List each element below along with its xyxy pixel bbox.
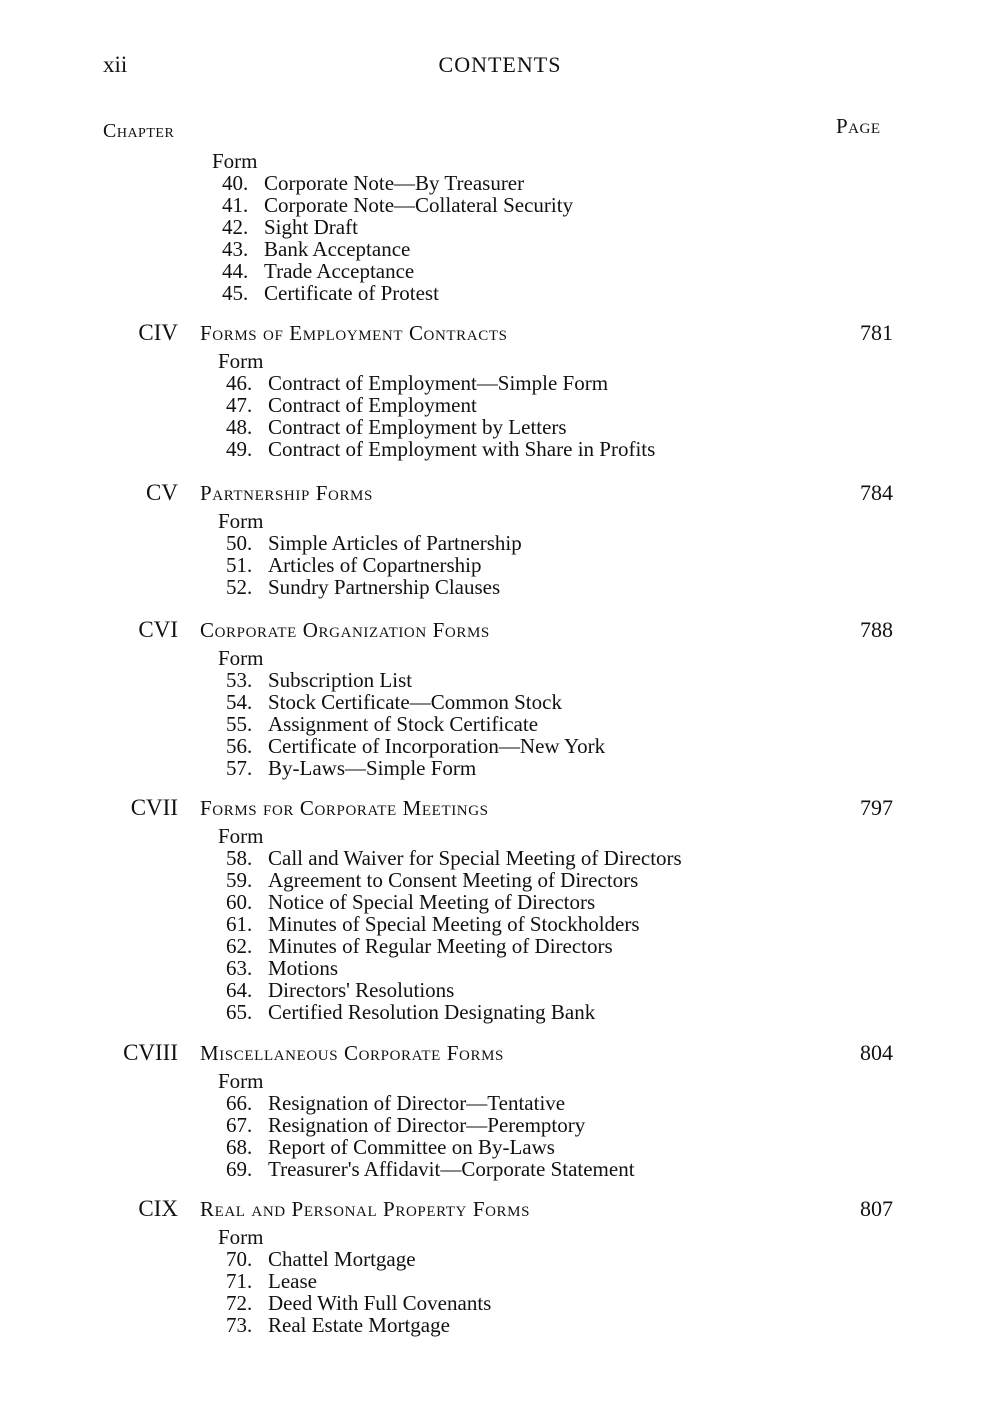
chapter-numeral: CVIII	[123, 1040, 178, 1065]
chapter-title: Forms for Corporate Meetings	[200, 796, 489, 820]
form-label: Form	[218, 824, 264, 848]
form-number: 52.	[226, 575, 253, 599]
page-number: xii	[103, 52, 128, 77]
form-title: Bank Acceptance	[264, 237, 411, 261]
chapter-page-number: 807	[860, 1196, 893, 1221]
form-list-item	[222, 216, 358, 238]
form-title: Subscription List	[268, 668, 413, 692]
form-title: Treasurer's Affidavit—Corporate Statement	[268, 1157, 635, 1181]
form-list-item	[226, 913, 640, 935]
form-number: 46.	[226, 371, 253, 395]
form-title: Notice of Special Meeting of Directors	[268, 890, 596, 914]
chapter-title: Forms of Employment Contracts	[200, 321, 508, 345]
form-number: 56.	[226, 734, 253, 758]
form-number: 45.	[222, 281, 249, 305]
form-title: Contract of Employment	[268, 393, 477, 417]
form-label: Form	[218, 1069, 264, 1093]
form-label: Form	[212, 149, 258, 173]
form-title: Contract of Employment by Letters	[268, 415, 567, 439]
chapter-page-number: 804	[860, 1040, 893, 1065]
form-title: Articles of Copartnership	[268, 553, 482, 577]
form-title: Resignation of Director—Tentative	[268, 1091, 566, 1115]
chapter-numeral: CIV	[138, 320, 178, 345]
form-title: Real Estate Mortgage	[268, 1313, 450, 1337]
chapter-title: Corporate Organization Forms	[200, 618, 490, 642]
chapter-numeral: CV	[146, 480, 178, 505]
form-list-item	[226, 1248, 416, 1270]
form-title: Resignation of Director—Peremptory	[268, 1113, 586, 1137]
form-title: Lease	[268, 1269, 317, 1293]
form-list-item	[226, 1092, 565, 1114]
form-title: Certificate of Incorporation—New York	[268, 734, 606, 758]
form-list-item	[226, 979, 454, 1001]
form-label: Form	[218, 1225, 264, 1249]
form-number: 42.	[222, 215, 249, 239]
form-number: 64.	[226, 978, 253, 1002]
form-list-item	[226, 1001, 595, 1023]
form-number: 70.	[226, 1247, 253, 1271]
form-title: Certificate of Protest	[264, 281, 439, 305]
running-head: CONTENTS	[438, 52, 562, 77]
chapter-title: Miscellaneous Corporate Forms	[200, 1041, 504, 1065]
form-list-item	[226, 691, 562, 713]
form-number: 48.	[226, 415, 253, 439]
form-list-item	[222, 172, 524, 194]
form-list-item	[226, 735, 605, 757]
form-list-item	[226, 576, 500, 598]
form-list-item	[226, 372, 608, 394]
form-number: 71.	[226, 1269, 253, 1293]
chapter-numeral: CVI	[138, 617, 178, 642]
form-number: 54.	[226, 690, 253, 714]
form-title: Report of Committee on By-Laws	[268, 1135, 555, 1159]
form-list-item	[226, 669, 412, 691]
form-title: Directors' Resolutions	[268, 978, 455, 1002]
page-column-header: Page	[836, 114, 881, 138]
form-number: 72.	[226, 1291, 253, 1315]
chapter-numeral: CIX	[138, 1196, 178, 1221]
form-number: 57.	[226, 756, 253, 780]
form-list-item	[222, 282, 439, 304]
form-list-item	[226, 1292, 491, 1314]
form-number: 69.	[226, 1157, 253, 1181]
form-title: Corporate Note—Collateral Security	[264, 193, 574, 217]
form-title: Corporate Note—By Treasurer	[264, 171, 525, 195]
form-number: 47.	[226, 393, 253, 417]
form-list-item	[226, 757, 476, 779]
chapter-column-header: Chapter	[103, 120, 175, 142]
form-list-item	[226, 869, 638, 891]
form-title: Simple Articles of Partnership	[268, 531, 522, 555]
form-number: 67.	[226, 1113, 253, 1137]
form-list-item	[222, 194, 573, 216]
form-number: 58.	[226, 846, 253, 870]
form-title: Certified Resolution Designating Bank	[268, 1000, 596, 1024]
chapter-page-number: 784	[860, 480, 893, 505]
form-number: 66.	[226, 1091, 253, 1115]
form-label: Form	[218, 349, 264, 373]
form-list-item	[226, 1114, 585, 1136]
form-title: Sundry Partnership Clauses	[268, 575, 501, 599]
form-list-item	[226, 935, 613, 957]
form-label: Form	[218, 509, 264, 533]
form-list-item	[226, 438, 655, 460]
form-title: Minutes of Regular Meeting of Directors	[268, 934, 613, 958]
form-list-item	[226, 1158, 635, 1180]
form-title: Contract of Employment—Simple Form	[268, 371, 609, 395]
form-number: 50.	[226, 531, 253, 555]
form-title: Contract of Employment with Share in Profits	[268, 437, 656, 461]
form-number: 40.	[222, 171, 249, 195]
form-label: Form	[218, 646, 264, 670]
form-number: 61.	[226, 912, 253, 936]
form-list-item	[226, 554, 481, 576]
form-list-item	[226, 394, 477, 416]
form-title: Chattel Mortgage	[268, 1247, 416, 1271]
form-title: Deed With Full Covenants	[268, 1291, 492, 1315]
form-title: Assignment of Stock Certificate	[268, 712, 539, 736]
form-number: 41.	[222, 193, 249, 217]
form-list-item	[226, 891, 595, 913]
form-number: 51.	[226, 553, 253, 577]
form-list-item	[226, 1314, 450, 1336]
form-title: By-Laws—Simple Form	[268, 756, 477, 780]
chapter-page-number: 781	[860, 320, 893, 345]
form-title: Stock Certificate—Common Stock	[268, 690, 562, 714]
form-title: Trade Acceptance	[264, 259, 415, 283]
form-number: 55.	[226, 712, 253, 736]
form-list-item	[226, 532, 522, 554]
form-title: Call and Waiver for Special Meeting of Directors	[268, 846, 682, 870]
form-number: 59.	[226, 868, 253, 892]
chapter-page-number: 797	[860, 795, 893, 820]
form-number: 65.	[226, 1000, 253, 1024]
form-title: Minutes of Special Meeting of Stockholders	[268, 912, 640, 936]
form-title: Agreement to Consent Meeting of Directors	[268, 868, 639, 892]
form-list-item	[226, 1270, 317, 1292]
form-number: 62.	[226, 934, 253, 958]
form-number: 60.	[226, 890, 253, 914]
chapter-title: Partnership Forms	[200, 481, 373, 505]
form-number: 49.	[226, 437, 253, 461]
form-title: Sight Draft	[264, 215, 358, 239]
chapter-numeral: CVII	[130, 795, 178, 820]
form-list-item	[226, 1136, 555, 1158]
form-list-item	[226, 957, 338, 979]
chapter-page-number: 788	[860, 617, 893, 642]
chapter-title: Real and Personal Property Forms	[200, 1197, 531, 1221]
form-number: 53.	[226, 668, 253, 692]
form-number: 68.	[226, 1135, 253, 1159]
form-number: 63.	[226, 956, 253, 980]
form-title: Motions	[268, 956, 339, 980]
form-list-item	[226, 847, 682, 869]
form-number: 44.	[222, 259, 249, 283]
form-number: 43.	[222, 237, 249, 261]
form-number: 73.	[226, 1313, 253, 1337]
form-list-item	[226, 713, 538, 735]
form-list-item	[222, 260, 414, 282]
form-list-item	[222, 238, 410, 260]
form-list-item	[226, 416, 567, 438]
